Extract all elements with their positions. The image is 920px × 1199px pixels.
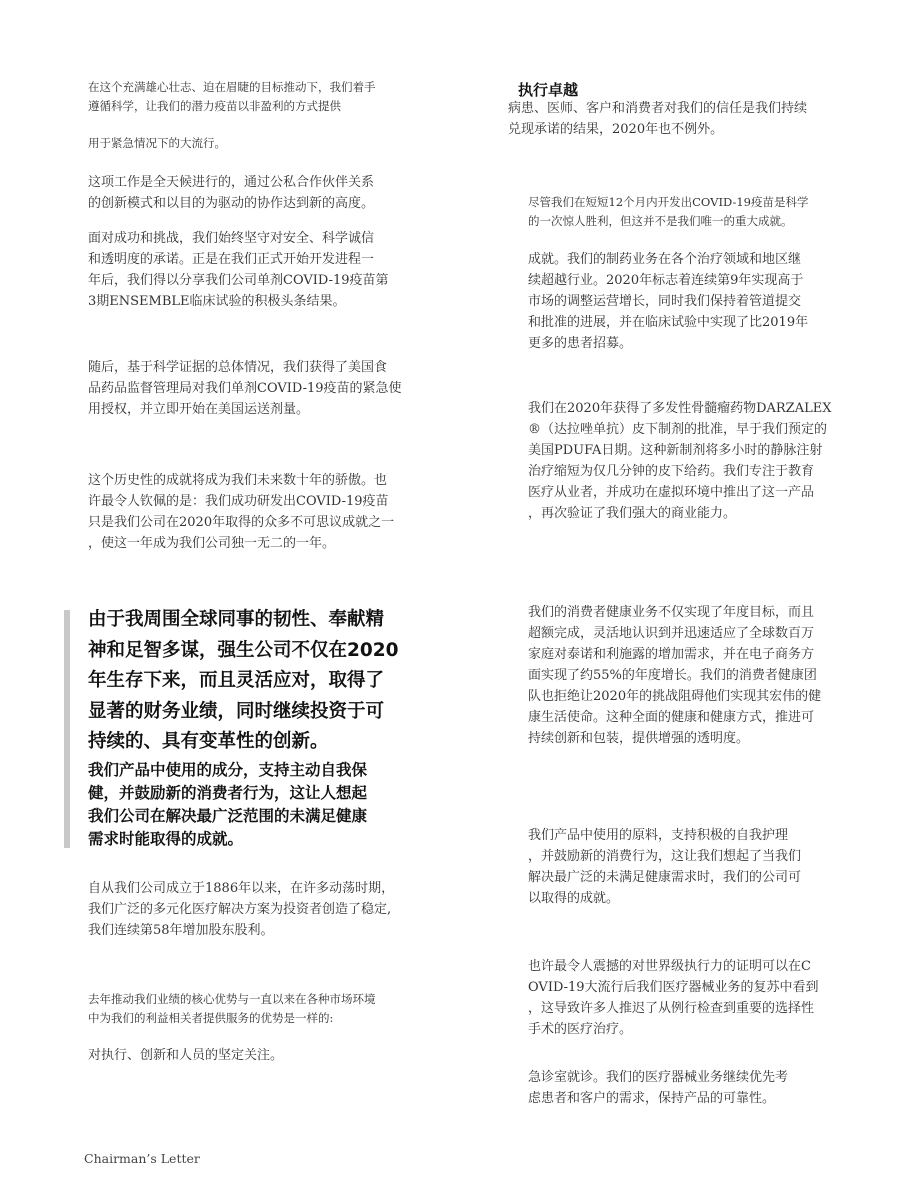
footer-label: Chairman’s Letter: [84, 1151, 200, 1166]
right-paragraph-6: 我们产品中使用的原料，支持积极的自我护理 ，并鼓励新的消费行为，这让我们想起了当我们 解决最广泛的未满足健康需求时，我们的公司可 以取得的成就。: [528, 828, 802, 906]
left-paragraph-3: 这项工作是全天候进行的，通过公私合作伙伴关系 的创新模式和以目的为驱动的协作达到新的高度。: [88, 175, 375, 211]
left-paragraph-9: 对执行、创新和人员的坚定关注。: [88, 1048, 284, 1063]
pull-quote-small: 我们产品中使用的成分，支持主动自我保 健，并鼓励新的消费者行为，这让人想起 我们公司在解决最广泛范围的未满足健康 需求时能取得的成就。: [88, 761, 368, 848]
left-paragraph-2: 用于紧急情况下的大流行。: [88, 136, 226, 150]
right-paragraph-2: 尽管我们在短短12个月内开发出COVID-19疫苗是科学 的一次惊人胜利，但这并不是我们唯一的重大成就。: [528, 195, 809, 228]
right-paragraph-4: 我们在2020年获得了多发性骨髓瘤药物DARZALEX ®（达拉唑单抗）皮下制剂的批准，早于我们预定的 美国PDUFA日期。这种新制剂将多小时的静脉注射 治疗缩短为仅几分钟的皮下给药。我们专注于教育 医疗从业者，并成功在虚拟环境中推出了这一产品 ，再次验证了我们强大的商业能力。: [528, 401, 832, 521]
left-paragraph-7: 自从我们公司成立于1886年以来，在许多动荡时期， 我们广泛的多元化医疗解决方案为投资者创造了稳定, 我们连续第58年增加股东股利。: [88, 881, 395, 938]
right-paragraph-5: 我们的消费者健康业务不仅实现了年度目标，而且 超额完成，灵活地认识到并迅速适应了全球数百万 家庭对泰诺和利施露的增加需求，并在电子商务方 面实现了约55%的年度增长。我们的消费者健康团 队也拒绝让2020年的挑战阻碍他们实现其宏伟的健 康生活使命。这种全面的健康和健康方式，推进可 持续创新和包装，提供增强的透明度。: [528, 605, 822, 746]
left-paragraph-8: 去年推动我们业绩的核心优势与一直以来在各种市场环境 中为我们的利益相关者提供服务的优势是一样的:: [88, 992, 376, 1025]
left-paragraph-5: 随后，基于科学证据的总体情况，我们获得了美国食 品药品监督管理局对我们单剂COVID-19疫苗的紧急使 用授权，并立即开始在美国运送剂量。: [88, 360, 402, 417]
pull-quote-bar: [64, 610, 70, 848]
right-paragraph-7: 也许最令人震撼的对世界级执行力的证明可以在C OVID-19大流行后我们医疗器械业务的复苏中看到 ，这导致许多人推迟了从例行检查到重要的选择性 手术的医疗治疗。: [528, 959, 819, 1037]
right-paragraph-8: 急诊室就诊。我们的医疗器械业务继续优先考 虑患者和客户的需求，保持产品的可靠性。: [528, 1070, 789, 1106]
pull-quote-large: 由于我周围全球同事的韧性、奉献精 神和足智多谋，强生公司不仅在2020 年生存下来，而且灵活应对，取得了 显著的财务业绩，同时继续投资于可 持续的、具有变革性的创新。: [88, 609, 399, 752]
left-paragraph-1: 在这个充满雄心壮志、迫在眉睫的目标推动下，我们着手 遵循科学，让我们的潜力疫苗以非盈利的方式提供: [88, 80, 376, 113]
right-paragraph-3: 成就。我们的制药业务在各个治疗领域和地区继 续超越行业。2020年标志着连续第9年实现高于 市场的调整运营增长，同时我们保持着管道提交 和批准的进展，并在临床试验中实现了比2019年 更多的患者招募。: [528, 252, 809, 351]
section-heading: 执行卓越: [518, 81, 579, 99]
right-paragraph-1: 病患、医师、客户和消费者对我们的信任是我们持续 兑现承诺的结果，2020年也不例外。: [508, 101, 808, 137]
left-paragraph-6: 这个历史性的成就将成为我们未来数十年的骄傲。也 许最令人钦佩的是：我们成功研发出COVID-19疫苗 只是我们公司在2020年取得的众多不可思议成就之一 ，使这一年成为我们公司独一无二的一年。: [88, 473, 395, 551]
left-paragraph-4: 面对成功和挑战，我们始终坚守对安全、科学诚信 和透明度的承诺。正是在我们正式开始开发进程一 年后，我们得以分享我们公司单剂COVID-19疫苗第 3期ENSEMBLE临床试验的积极头条结果。: [88, 231, 389, 309]
